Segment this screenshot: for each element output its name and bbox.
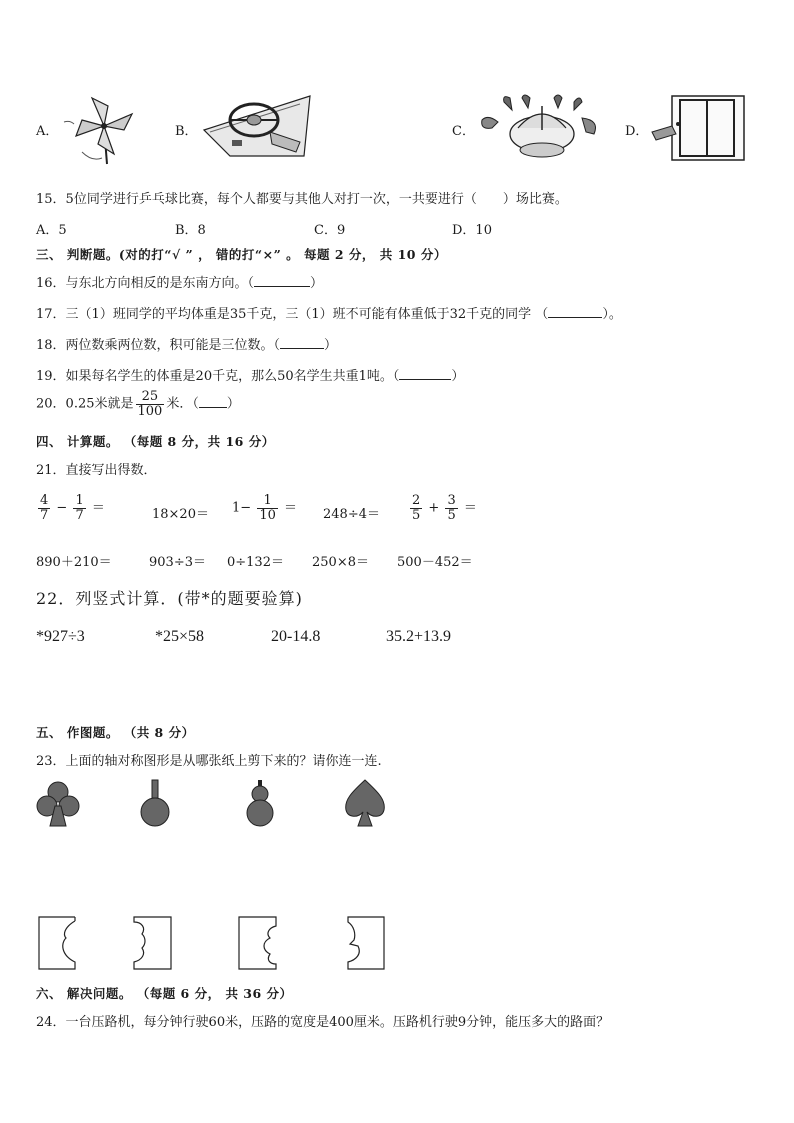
q19-text: 19．如果每名学生的体重是20千克，那么50名学生共重1吨。（ bbox=[36, 369, 400, 384]
paper-cut-4-icon bbox=[346, 916, 386, 970]
q21-r1-item5-n2: 3 bbox=[447, 493, 456, 508]
q22-item2: *25×58 bbox=[155, 628, 205, 645]
pinwheel-icon bbox=[62, 92, 142, 164]
door-icon bbox=[650, 94, 746, 162]
q17-end: ）。 bbox=[602, 307, 622, 322]
q17 bbox=[36, 303, 622, 322]
round-flask-icon bbox=[140, 780, 170, 828]
section3-title: 三、 判断题。(对的打“√ ” ， 错的打“×” 。 每题 2 分， 共 10 分） bbox=[36, 247, 447, 262]
q20-suffix: 米．（ bbox=[166, 396, 199, 412]
gourd-icon bbox=[244, 780, 276, 828]
q20 bbox=[36, 390, 240, 418]
q21-r1-item1-eq: ＝ bbox=[91, 500, 105, 516]
q15-option-a: A．5 bbox=[36, 223, 67, 238]
q21-r1-item1-d1: 7 bbox=[40, 507, 49, 523]
q21-r2-item4: 250×8＝ bbox=[312, 555, 369, 570]
q15-option-d: D．10 bbox=[452, 223, 492, 238]
q17-answer-blank[interactable] bbox=[548, 305, 602, 318]
q21-title: 21．直接写出得数． bbox=[36, 463, 157, 478]
spade-icon bbox=[342, 780, 388, 828]
q23-text: 23．上面的轴对称图形是从哪张纸上剪下来的？请你连一连. bbox=[36, 754, 382, 769]
q21-r2-item3: 0÷132＝ bbox=[227, 555, 284, 570]
q22-item3: 20-14.8 bbox=[271, 628, 321, 645]
option-a-label: A． bbox=[36, 124, 59, 139]
q19-end: ） bbox=[451, 369, 465, 384]
q21-r1-item5-d2: 5 bbox=[447, 507, 456, 523]
option-d-label: D． bbox=[625, 124, 649, 139]
option-b-label: B． bbox=[175, 124, 198, 139]
q21-r1-item3-d: 10 bbox=[259, 507, 276, 523]
paper-cut-3-icon bbox=[238, 916, 278, 970]
section6-title: 六、 解决问题。 （每题 6 分， 共 36 分） bbox=[36, 986, 293, 1001]
option-c-label: C． bbox=[452, 124, 475, 139]
q22-title: 22．列竖式计算．(带*的题要验算) bbox=[36, 589, 303, 608]
q18 bbox=[36, 334, 337, 353]
q21-r1-item5-d1: 5 bbox=[412, 507, 421, 523]
q21-r1-item3-eq: ＝ bbox=[284, 500, 298, 516]
paper-cut-1-icon bbox=[38, 916, 76, 970]
q17-text: 17．三（1）班同学的平均体重是35千克，三（1）班不可能有体重低于32千克的同学 （ bbox=[36, 307, 549, 322]
q19 bbox=[36, 365, 464, 384]
q21-r1-item1-n1: 4 bbox=[40, 493, 49, 508]
q20-prefix: 20．0.25米就是 bbox=[36, 396, 134, 412]
q16-answer-blank[interactable] bbox=[254, 274, 310, 287]
q21-r1-item1 bbox=[36, 494, 105, 522]
q15-option-b: B．8 bbox=[175, 223, 206, 238]
q20-end: ） bbox=[226, 396, 240, 412]
q15-option-c: C．9 bbox=[314, 223, 346, 238]
q19-answer-blank[interactable] bbox=[399, 367, 451, 380]
q16-end: ） bbox=[310, 276, 324, 291]
q21-r1-item5 bbox=[408, 494, 477, 522]
q21-r2-item2: 903÷3＝ bbox=[149, 555, 206, 570]
q21-r1-item2: 18×20＝ bbox=[152, 507, 209, 522]
q21-r1-item4: 248÷4＝ bbox=[323, 507, 380, 522]
q22-item4: 35.2+13.9 bbox=[386, 628, 452, 645]
steering-wheel-icon bbox=[200, 92, 316, 162]
q15-text: 15．5位同学进行乒乓球比赛，每个人都要与其他人对打一次，一共要进行（ ）场比赛。 bbox=[36, 192, 568, 207]
q20-answer-blank[interactable] bbox=[199, 395, 227, 408]
q16-text: 16．与东北方向相反的是东南方向。（ bbox=[36, 276, 255, 291]
q21-r1-item1-n2: 1 bbox=[75, 493, 84, 508]
q21-r2-item1: 890＋210＝ bbox=[36, 555, 112, 570]
q21-r2-item5: 500－452＝ bbox=[397, 555, 473, 570]
q18-text: 18．两位数乘两位数，积可能是三位数。（ bbox=[36, 338, 281, 353]
q16 bbox=[36, 272, 323, 291]
section5-title: 五、 作图题。 （共 8 分） bbox=[36, 725, 195, 740]
q21-r1-item1-op: − bbox=[56, 500, 68, 516]
q21-r1-item3-lead: 1− bbox=[232, 500, 252, 516]
q21-r1-item5-eq: ＝ bbox=[463, 500, 477, 516]
q21-r1-item5-n1: 2 bbox=[412, 493, 421, 508]
q18-end: ） bbox=[324, 338, 338, 353]
q20-fraction bbox=[136, 390, 165, 418]
club-icon bbox=[36, 780, 80, 828]
q21-r1-item3-n: 1 bbox=[257, 494, 278, 509]
carousel-icon bbox=[478, 94, 604, 162]
q18-answer-blank[interactable] bbox=[280, 336, 324, 349]
q22-item1: *927÷3 bbox=[36, 628, 85, 645]
paper-cut-2-icon bbox=[132, 916, 172, 970]
q21-r1-item1-d2: 7 bbox=[75, 507, 84, 523]
q24-text: 24．一台压路机，每分钟行驶60米，压路的宽度是400厘米。压路机行驶9分钟，能压多大的路面？ bbox=[36, 1015, 610, 1030]
q20-denominator: 100 bbox=[137, 403, 163, 419]
q21-r1-item3 bbox=[232, 494, 297, 522]
q21-r1-item5-op: + bbox=[428, 500, 440, 516]
q20-numerator: 25 bbox=[136, 390, 165, 405]
section4-title: 四、 计算题。 （每题 8 分，共 16 分） bbox=[36, 434, 275, 449]
